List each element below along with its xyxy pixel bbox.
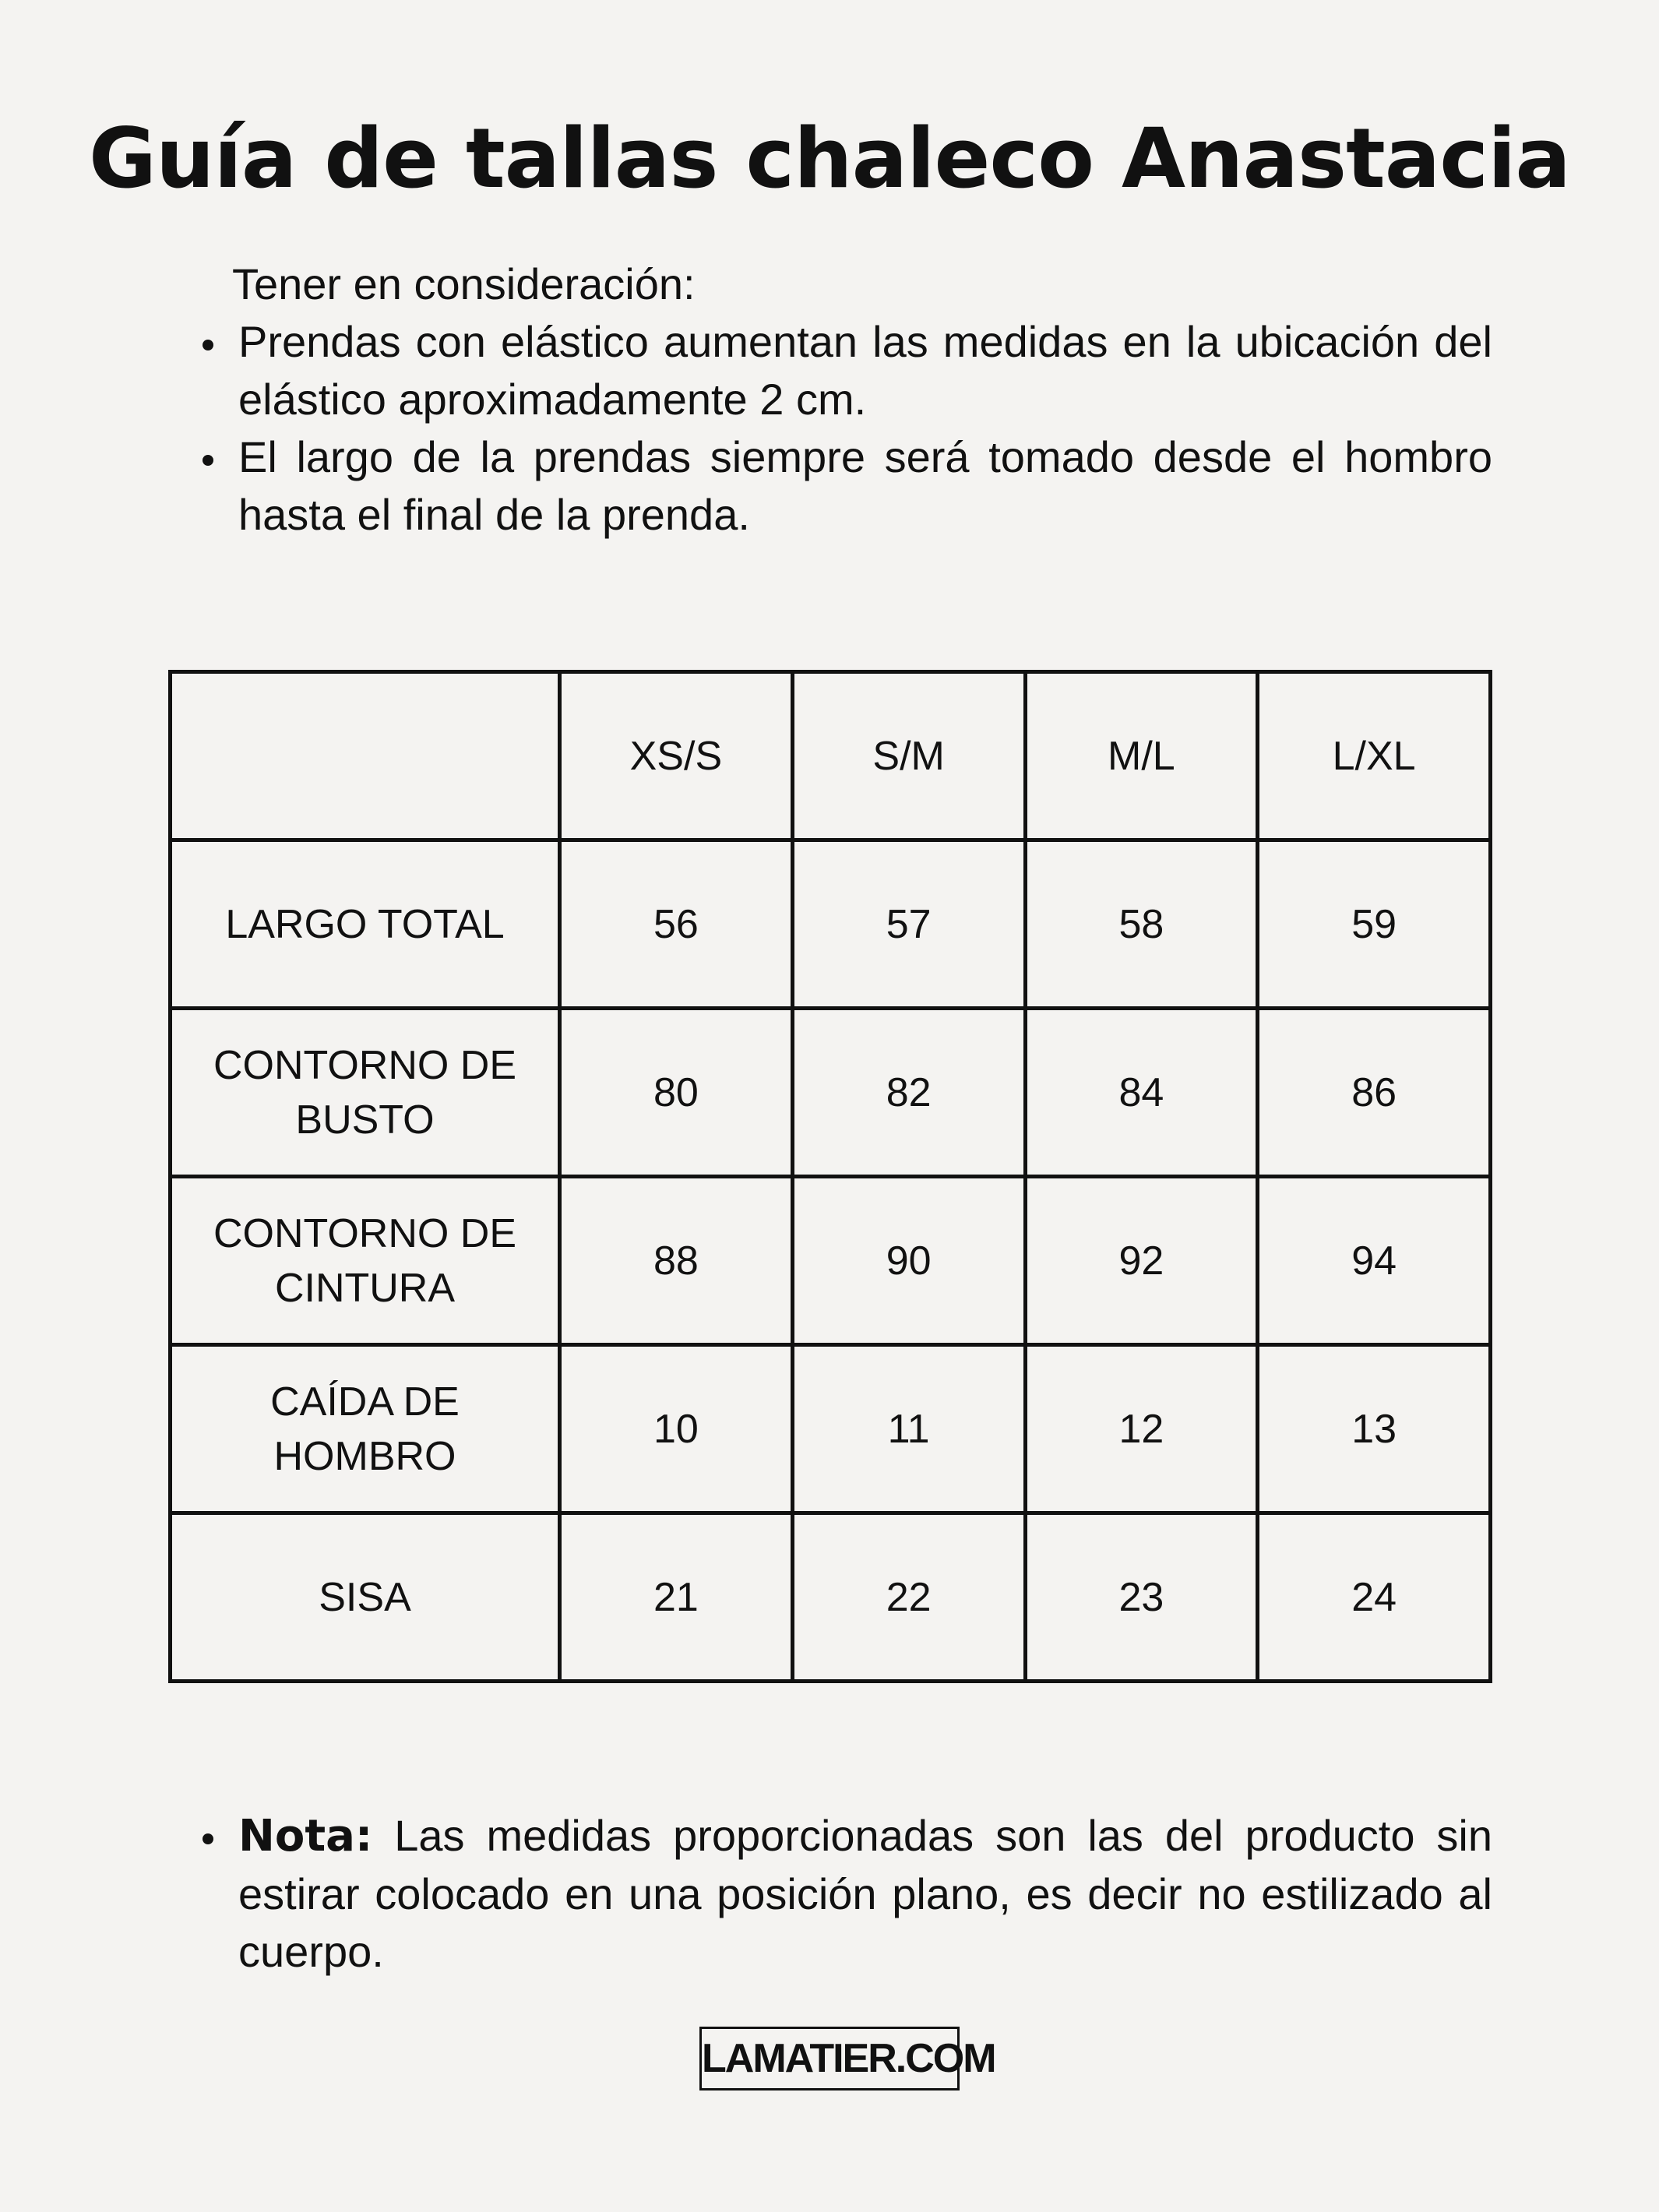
table-cell: 58 [1025,840,1258,1009]
considerations-list [192,313,1492,544]
table-row [171,1177,1491,1345]
table-cell: 23 [1025,1513,1258,1682]
table-row [171,840,1491,1009]
table-header-size: S/M [792,672,1025,840]
brand-link[interactable]: LAMATIER.COM [699,2027,960,2090]
table-header-size: L/XL [1258,672,1491,840]
table-row [171,1009,1491,1177]
table-cell: 86 [1258,1009,1491,1177]
row-label: LARGO TOTAL [171,840,560,1009]
intro-text: Tener en consideración: [232,259,696,308]
row-label: SISA [171,1513,560,1682]
note-list [192,1807,1492,1981]
size-table [168,670,1492,1683]
row-label: CAÍDA DE HOMBRO [171,1345,560,1513]
table-cell: 13 [1258,1345,1491,1513]
bullet-text: El largo de la prendas siempre será tomado desde el hombro hasta el final de la prenda. [238,432,1492,539]
table-cell: 21 [560,1513,793,1682]
table-cell: 56 [560,840,793,1009]
row-label: CONTORNO DE CINTURA [171,1177,560,1345]
table-cell: 59 [1258,840,1491,1009]
table-cell: 84 [1025,1009,1258,1177]
bullet-icon [203,1833,213,1844]
list-item [192,1807,1492,1981]
table-header-row [171,672,1491,840]
table-cell: 11 [792,1345,1025,1513]
bullet-icon [203,340,213,350]
bullet-icon [203,455,213,466]
table-cell: 10 [560,1345,793,1513]
list-item [192,428,1492,544]
row-label: CONTORNO DE BUSTO [171,1009,560,1177]
table-cell: 12 [1025,1345,1258,1513]
table-cell: 22 [792,1513,1025,1682]
table-cell: 92 [1025,1177,1258,1345]
table-cell: 80 [560,1009,793,1177]
table-cell: 94 [1258,1177,1491,1345]
note-label: Nota: [238,1811,373,1862]
table-cell: 88 [560,1177,793,1345]
note-text: Las medidas proporcionadas son las del producto sin estirar colocado en una posición plano, es decir no estilizado al cuerpo. [238,1811,1492,1976]
bullet-text: Prendas con elástico aumentan las medidas en la ubicación del elástico aproximadamente 2 cm. [238,317,1492,424]
table-row [171,1345,1491,1513]
list-item [192,313,1492,428]
table-header-size: M/L [1025,672,1258,840]
table-row [171,1513,1491,1682]
table-cell: 24 [1258,1513,1491,1682]
table-header-empty [171,672,560,840]
page-title: Guía de tallas chaleco Anastacia [89,111,1570,206]
table-header-size: XS/S [560,672,793,840]
table-cell: 82 [792,1009,1025,1177]
table-cell: 57 [792,840,1025,1009]
table-cell: 90 [792,1177,1025,1345]
